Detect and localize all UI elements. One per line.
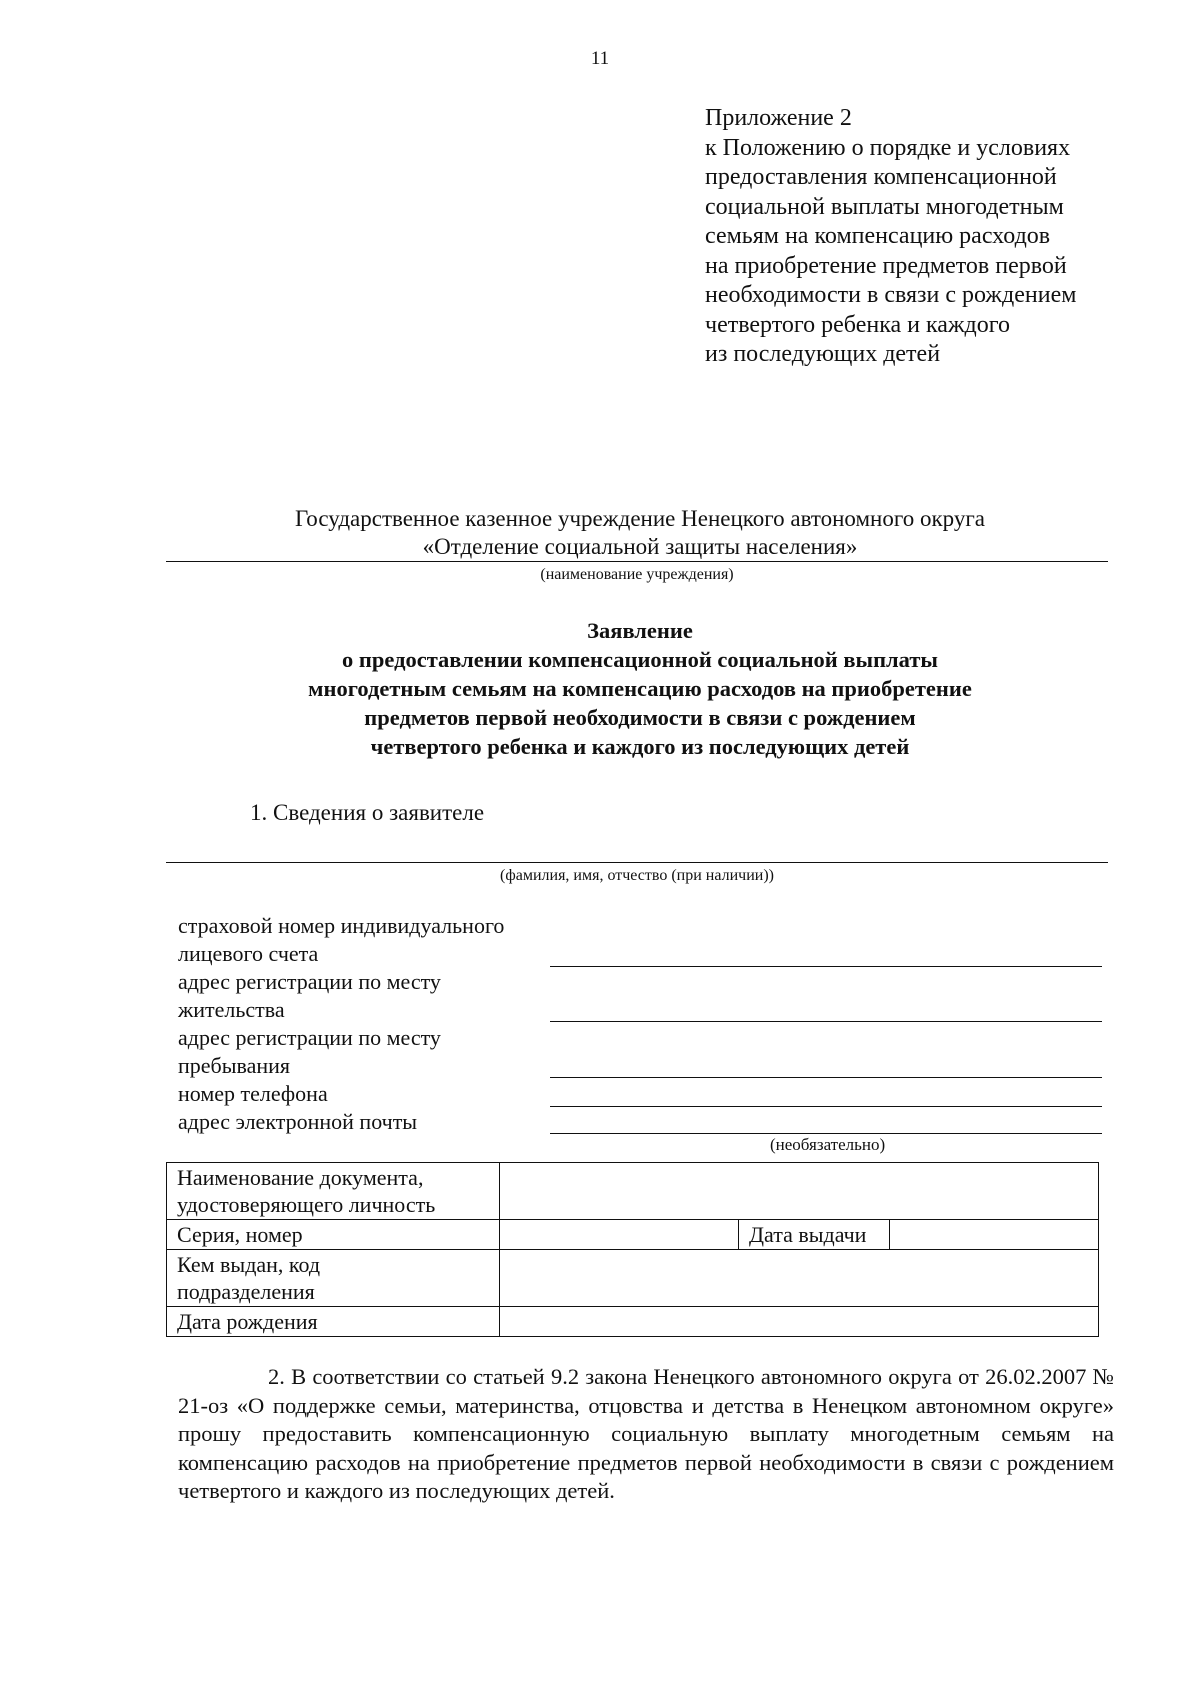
phone-field[interactable] bbox=[550, 1106, 1102, 1107]
section-heading-applicant: 1. Сведения о заявителе bbox=[250, 800, 485, 825]
appendix-line: к Положению о порядке и условиях bbox=[705, 134, 1071, 161]
field-label-line: номер телефона bbox=[178, 1081, 328, 1106]
form-title-line: предметов первой необходимости в связи с рождением bbox=[364, 705, 916, 730]
residence-address-field[interactable] bbox=[550, 1021, 1102, 1022]
email-field[interactable] bbox=[550, 1133, 1102, 1134]
identity-document-table bbox=[166, 1162, 1099, 1337]
form-title-line: Заявление bbox=[587, 618, 693, 643]
issued-by-label bbox=[167, 1250, 500, 1307]
snils-label bbox=[178, 912, 558, 968]
cell-text: удостоверяющего личность bbox=[177, 1192, 436, 1217]
table-row bbox=[167, 1307, 1099, 1337]
paragraph-text: В соответствии со статьей 9.2 закона Ненецкого автономного округа от 26.02.2007 № 21-оз «О поддержке семьи, материнства, отцовства и детства в Ненецком автономном округе» прошу предоставить компенсационную социальную выплату многодетным семьям на компенсацию расходов на приобретение предметов первой необходимости в связи с рождением четвертого и каждого из последующих детей. bbox=[178, 1364, 1115, 1503]
form-title-line: четвертого ребенка и каждого из последующих детей bbox=[370, 734, 910, 759]
residence-address-label bbox=[178, 968, 558, 1024]
appendix-line: четвертого ребенка и каждого bbox=[705, 311, 1010, 338]
form-title-line: о предоставлении компенсационной социальной выплаты bbox=[342, 647, 938, 672]
appendix-line: предоставления компенсационной bbox=[705, 164, 1057, 190]
appendix-line: Приложение 2 bbox=[705, 105, 852, 131]
email-label bbox=[178, 1108, 558, 1136]
birth-date-input[interactable] bbox=[500, 1307, 1099, 1337]
table-row bbox=[167, 1163, 1099, 1220]
institution-name bbox=[170, 505, 1110, 561]
issue-date-input[interactable] bbox=[890, 1220, 1099, 1250]
document-name-label bbox=[167, 1163, 500, 1220]
field-label-line: жительства bbox=[178, 997, 285, 1022]
table-row bbox=[167, 1220, 1099, 1250]
field-label-line: страховой номер индивидуального bbox=[178, 913, 505, 938]
form-title-line: многодетным семьям на компенсацию расходов на приобретение bbox=[308, 676, 972, 701]
appendix-line: на приобретение предметов первой bbox=[705, 252, 1067, 279]
request-paragraph bbox=[178, 1363, 1114, 1506]
paragraph-number: 2. bbox=[268, 1364, 285, 1389]
institution-line-2: «Отделение социальной защиты населения» bbox=[422, 534, 858, 559]
field-label-line: лицевого счета bbox=[178, 941, 319, 966]
full-name-caption: (фамилия, имя, отчество (при наличии)) bbox=[500, 867, 774, 884]
table-row bbox=[167, 1250, 1099, 1307]
appendix-line: из последующих детей bbox=[705, 341, 941, 367]
issued-by-input[interactable] bbox=[500, 1250, 1099, 1307]
institution-line-1: Государственное казенное учреждение Ненецкого автономного округа bbox=[295, 506, 985, 531]
cell-text: подразделения bbox=[177, 1279, 315, 1304]
field-label-line: адрес электронной почты bbox=[178, 1109, 418, 1134]
form-title bbox=[200, 616, 1080, 761]
appendix-line: семьям на компенсацию расходов bbox=[705, 223, 1051, 249]
document-name-input[interactable] bbox=[500, 1163, 1099, 1220]
stay-address-label bbox=[178, 1024, 558, 1080]
field-label-line: адрес регистрации по месту bbox=[178, 1025, 441, 1050]
cell-text: Наименование документа, bbox=[177, 1165, 424, 1190]
full-name-field[interactable] bbox=[166, 862, 1108, 863]
appendix-line: необходимости в связи с рождением bbox=[705, 282, 1077, 308]
optional-caption: (необязательно) bbox=[770, 1135, 886, 1154]
appendix-line: социальной выплаты многодетным bbox=[705, 193, 1064, 220]
phone-label bbox=[178, 1080, 558, 1108]
birth-date-label: Дата рождения bbox=[167, 1307, 500, 1337]
issue-date-label: Дата выдачи bbox=[739, 1220, 890, 1250]
institution-caption: (наименование учреждения) bbox=[540, 566, 734, 583]
cell-text: Кем выдан, код bbox=[177, 1252, 321, 1277]
series-number-input[interactable] bbox=[500, 1220, 739, 1250]
appendix-header bbox=[705, 104, 1185, 370]
institution-underline bbox=[166, 561, 1108, 562]
series-number-label: Серия, номер bbox=[167, 1220, 500, 1250]
stay-address-field[interactable] bbox=[550, 1077, 1102, 1078]
field-label-line: пребывания bbox=[178, 1053, 291, 1078]
field-label-line: адрес регистрации по месту bbox=[178, 969, 441, 994]
snils-field[interactable] bbox=[550, 966, 1102, 967]
page-number: 11 bbox=[590, 48, 610, 69]
